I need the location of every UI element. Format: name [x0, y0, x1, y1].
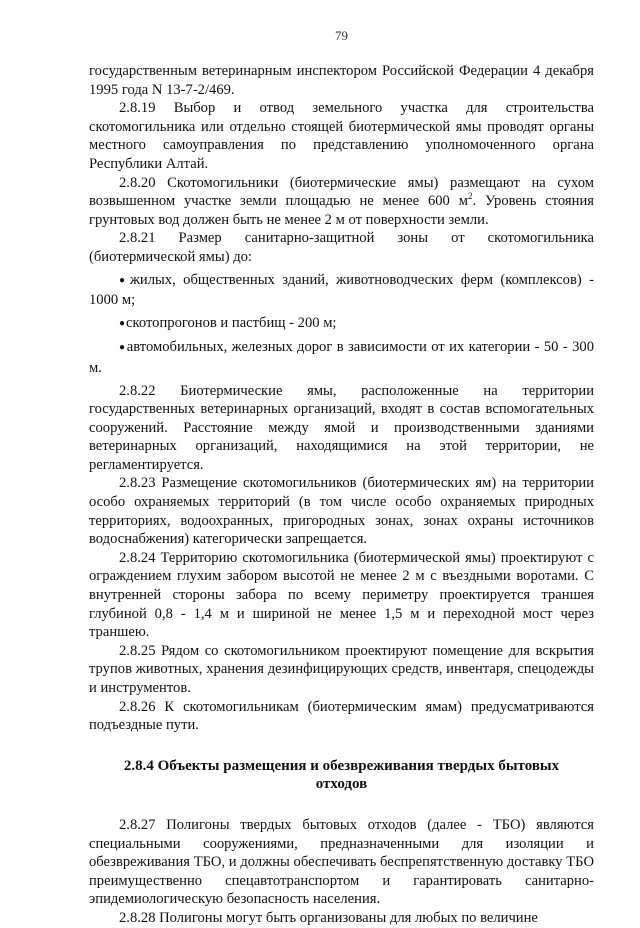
paragraph-2-8-25: 2.8.25 Рядом со скотомогильником проектируют помещение для вскрытия трупов животных, хранения дезинфицирующих средств, инвентаря, спецодежды и инструментов.	[89, 642, 594, 696]
bullet-icon: ●	[119, 342, 126, 354]
paragraph-2-8-22: 2.8.22 Биотермические ямы, расположенные на территории государственных ветеринарных организаций, входят в состав вспомогательных сооружений. Расстояние между ямой и производственными зданиями ветеринарных организаций, находящимися на этой территории, не регламентируется.	[89, 382, 594, 473]
paragraph-2-8-19: 2.8.19 Выбор и отвод земельного участка для строительства скотомогильника или отдельно стоящей биотермической ямы проводят органы местного самоуправления по представлению уполномоченного органа Республики Алтай.	[89, 100, 594, 172]
bullet-text: скотопрогонов и пастбищ - 200 м;	[126, 314, 337, 331]
paragraph-2-8-24: 2.8.24 Территорию скотомогильника (биотермической ямы) проектируют с ограждением глухим забором высотой не менее 2 м с въездными воротами. С внутренней стороны забора по всему периметру проектируется траншея глубиной 0,8 - 1,4 м и шириной не менее 1,5 м и переходной мост через траншею.	[89, 549, 594, 641]
paragraph-2-8-20	[89, 174, 594, 230]
paragraph-continuation: государственным ветеринарным инспектором Российской Федерации 4 декабря 1995 года N 13-7-2/469.	[89, 63, 594, 98]
bullet-icon: ●	[119, 274, 129, 286]
bullet-text: автомобильных, железных дорог в зависимости от их категории - 50 - 300 м.	[89, 339, 595, 376]
bullet-icon: ●	[119, 317, 126, 329]
superscript-squared: 2	[467, 191, 473, 202]
bullet-text: жилых, общественных зданий, животноводческих ферм (комплексов) - 1000 м;	[89, 271, 594, 309]
bullet-item-roads	[89, 338, 594, 377]
paragraph-2-8-23: 2.8.23 Размещение скотомогильников (биотермических ям) на территории особо охраняемых территорий (в том числе особо охраняемых природных территориях, водоохранных, пригородных зонах, зонах охраны источников водоснабжения) категорически запрещается.	[89, 475, 594, 548]
paragraph-2-8-20-text-end: . Уровень стояния грунтовых вод должен быть не менее 2 м от поверхности земли.	[89, 193, 594, 228]
bullet-item-pastures	[89, 314, 594, 335]
bullet-item-buildings	[89, 271, 594, 310]
page-number: 79	[335, 28, 348, 43]
paragraph-2-8-20-text: 2.8.20 Скотомогильники (биотермические ямы) размещают на сухом возвышенном участке земли площадью не менее 600 м	[89, 174, 594, 210]
document-page	[89, 28, 594, 928]
paragraph-2-8-21: 2.8.21 Размер санитарно-защитной зоны от скотомогильника (биотермической ямы) до:	[89, 230, 594, 265]
paragraph-2-8-26: 2.8.26 К скотомогильникам (биотермическим ямам) предусматриваются подъездные пути.	[89, 698, 594, 734]
paragraph-2-8-28: 2.8.28 Полигоны могут быть организованы для любых по величине	[119, 909, 538, 926]
paragraph-2-8-27: 2.8.27 Полигоны твердых бытовых отходов (далее - ТБО) являются специальными сооружениями, предназначенными для изоляции и обезвреживания ТБО, и должны обеспечивать беспрепятственную доставку ТБО преимущественно спецавтотранспортом и гарантировать санитарно-эпидемиологическую безопасность населения.	[89, 816, 594, 908]
section-heading: 2.8.4 Объекты размещения и обезвреживания твердых бытовых отходов	[123, 757, 560, 793]
